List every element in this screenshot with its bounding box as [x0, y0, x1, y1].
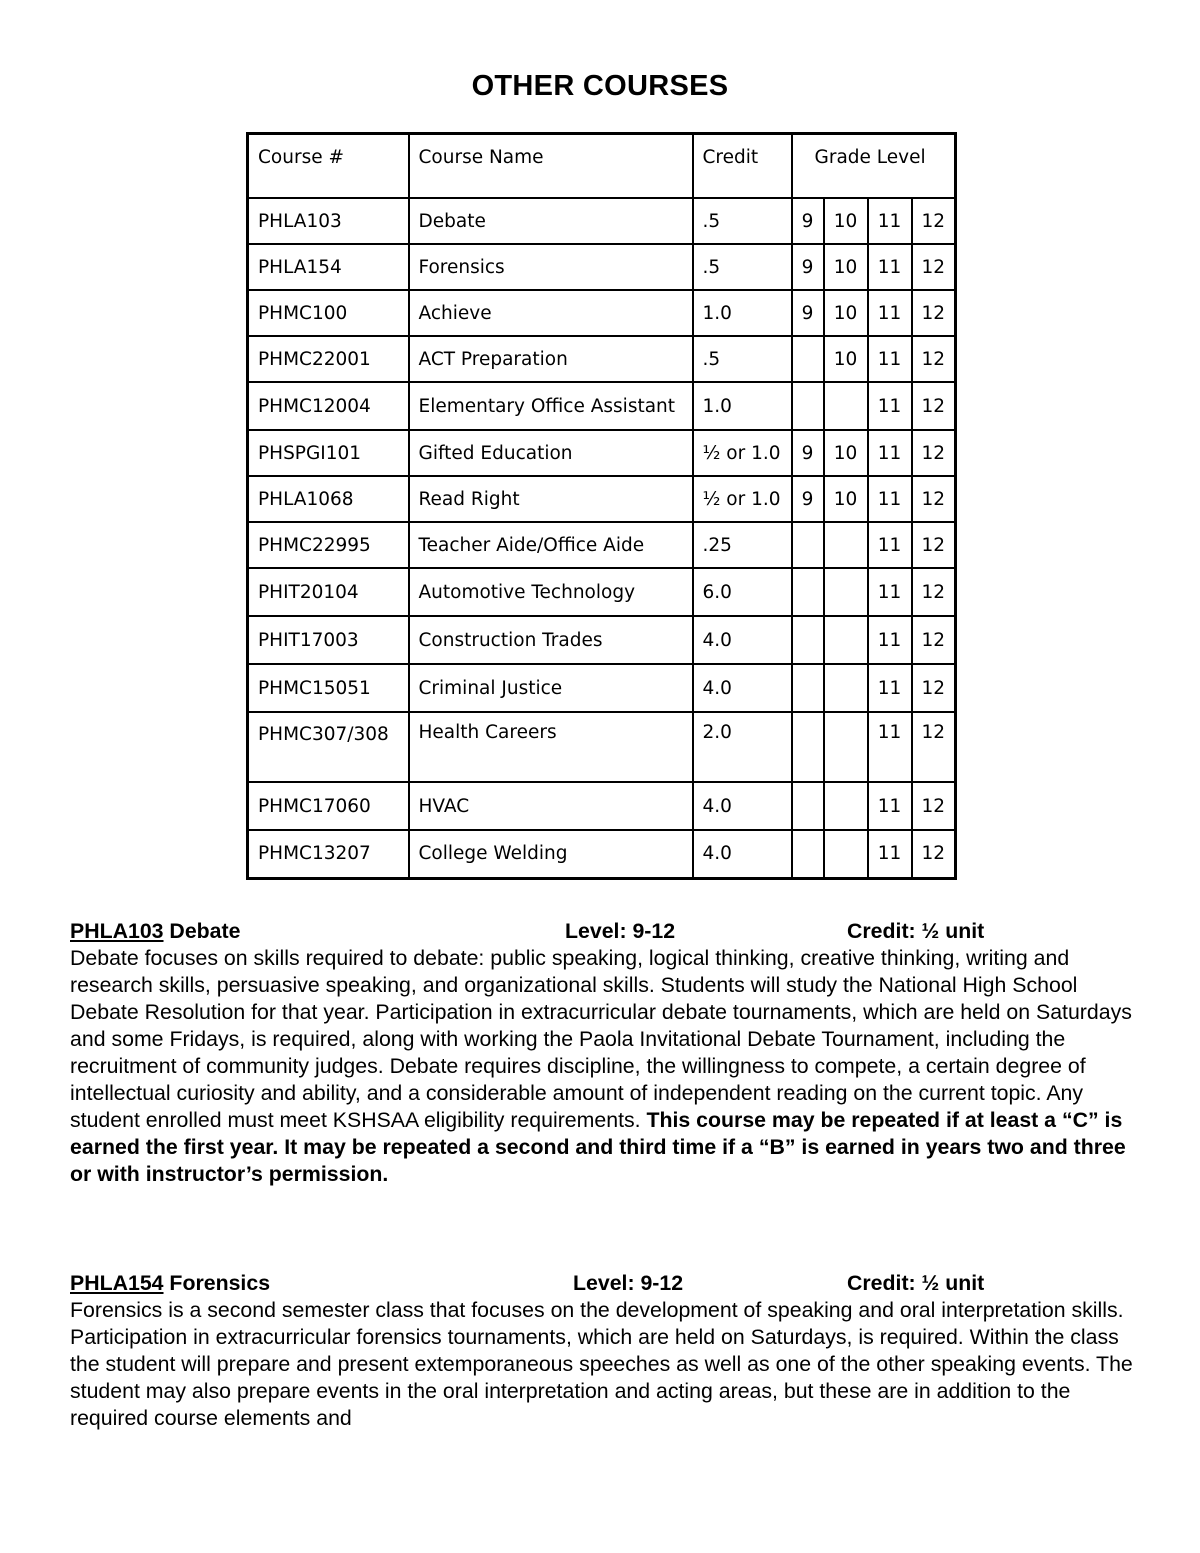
grade-cell: 11	[868, 336, 912, 382]
grade-cell: 10	[824, 290, 868, 336]
grade-cell: 9	[792, 430, 824, 476]
table-header-row	[248, 134, 956, 199]
course-name-cell: Forensics	[409, 244, 693, 290]
grade-cell: 11	[868, 712, 912, 782]
course-name-cell: Read Right	[409, 476, 693, 522]
grade-cell: 10	[824, 336, 868, 382]
credit-cell: 1.0	[693, 382, 792, 430]
grade-cell: 10	[824, 198, 868, 244]
grade-cell: 9	[792, 290, 824, 336]
credit-cell: 4.0	[693, 782, 792, 830]
grade-cell: 11	[868, 522, 912, 568]
course-code-cell: PHMC17060	[248, 782, 409, 830]
course-code-cell: PHMC15051	[248, 664, 409, 712]
grade-cell: 10	[824, 430, 868, 476]
grade-cell: 11	[868, 782, 912, 830]
course-description-debate	[70, 918, 1140, 1188]
grade-cell	[824, 664, 868, 712]
grade-cell: 11	[868, 664, 912, 712]
grade-cell: 12	[912, 382, 956, 430]
credit-cell: .5	[693, 336, 792, 382]
course-name-cell: Health Careers	[409, 712, 693, 782]
grade-cell: 12	[912, 616, 956, 664]
table-row	[248, 476, 956, 522]
course-code-cell: PHMC22995	[248, 522, 409, 568]
course-title: Debate	[163, 919, 241, 943]
course-name-cell: College Welding	[409, 830, 693, 878]
course-code-cell: PHIT20104	[248, 568, 409, 616]
grade-cell	[824, 782, 868, 830]
credit-cell: .25	[693, 522, 792, 568]
grade-cell: 11	[868, 198, 912, 244]
table-row	[248, 290, 956, 336]
grade-cell: 12	[912, 782, 956, 830]
course-code-cell: PHMC100	[248, 290, 409, 336]
grade-cell: 12	[912, 198, 956, 244]
grade-cell	[824, 712, 868, 782]
course-code-cell: PHSPGI101	[248, 430, 409, 476]
table-row	[248, 782, 956, 830]
grade-cell	[824, 522, 868, 568]
grade-cell: 11	[868, 568, 912, 616]
description-bold-note: This course may be repeated if at least a “C” is earned the first year. It may be repeated a second and third time if a “B” is earned in years two and three or with instructor’s permission.	[70, 1108, 1126, 1186]
table-row	[248, 336, 956, 382]
credit-cell: .5	[693, 244, 792, 290]
course-name-cell: Elementary Office Assistant	[409, 382, 693, 430]
grade-cell: 9	[792, 476, 824, 522]
course-code-cell: PHMC12004	[248, 382, 409, 430]
page-title: OTHER COURSES	[471, 70, 729, 102]
grade-cell	[792, 522, 824, 568]
table-row	[248, 382, 956, 430]
course-code-cell: PHMC22001	[248, 336, 409, 382]
credit-cell: 6.0	[693, 568, 792, 616]
course-name-cell: Construction Trades	[409, 616, 693, 664]
grade-cell: 11	[868, 382, 912, 430]
table-row	[248, 198, 956, 244]
course-name-cell: Automotive Technology	[409, 568, 693, 616]
course-description-text	[70, 1297, 1140, 1432]
credit-cell: ½ or 1.0	[693, 430, 792, 476]
table-row	[248, 244, 956, 290]
grade-cell: 11	[868, 830, 912, 878]
grade-cell	[792, 382, 824, 430]
course-code-cell: PHLA103	[248, 198, 409, 244]
header-credit: Credit	[693, 134, 792, 199]
course-description-forensics	[70, 1270, 1140, 1432]
grade-cell: 11	[868, 616, 912, 664]
table-row	[248, 568, 956, 616]
table-row	[248, 830, 956, 878]
header-grade-level: Grade Level	[792, 134, 956, 199]
grade-cell: 9	[792, 198, 824, 244]
table-row	[248, 664, 956, 712]
grade-cell: 12	[912, 244, 956, 290]
grade-cell	[792, 664, 824, 712]
table-row	[248, 430, 956, 476]
course-code-cell: PHLA1068	[248, 476, 409, 522]
course-name-cell: Criminal Justice	[409, 664, 693, 712]
credit-cell: 4.0	[693, 830, 792, 878]
grade-cell: 9	[792, 244, 824, 290]
grade-cell: 12	[912, 568, 956, 616]
courses-table	[246, 132, 957, 880]
grade-cell: 10	[824, 476, 868, 522]
grade-cell: 11	[868, 290, 912, 336]
credit-cell: 4.0	[693, 616, 792, 664]
grade-cell: 12	[912, 712, 956, 782]
course-description-heading	[70, 1270, 1140, 1297]
course-name-cell: Achieve	[409, 290, 693, 336]
course-name-cell: Gifted Education	[409, 430, 693, 476]
table-row	[248, 616, 956, 664]
grade-cell: 10	[824, 244, 868, 290]
course-level: Level: 9-12	[565, 919, 676, 943]
course-credit: Credit: ½ unit	[847, 1271, 985, 1295]
course-name-cell: Teacher Aide/Office Aide	[409, 522, 693, 568]
course-level: Level: 9-12	[573, 1271, 684, 1295]
course-name-cell: ACT Preparation	[409, 336, 693, 382]
description-body: Forensics is a second semester class that focuses on the development of speaking and oral interpretation skills. Participation in extracurricular forensics tournaments, which are held on Saturdays, is required. Within the class the student will prepare and present extemporaneous speeches as well as one of the other speaking events. The student may also prepare events in the oral interpretation and acting areas, but these are in addition to the required course elements and	[70, 1298, 1133, 1430]
grade-cell	[824, 568, 868, 616]
course-code-cell: PHMC307/308	[248, 712, 409, 782]
header-course-number: Course #	[248, 134, 409, 199]
course-code: PHLA103	[70, 919, 164, 943]
credit-cell: .5	[693, 198, 792, 244]
grade-cell: 12	[912, 664, 956, 712]
credit-cell: 4.0	[693, 664, 792, 712]
grade-cell	[792, 712, 824, 782]
table-row	[248, 522, 956, 568]
credit-cell: ½ or 1.0	[693, 476, 792, 522]
grade-cell	[824, 382, 868, 430]
grade-cell	[792, 336, 824, 382]
grade-cell: 12	[912, 336, 956, 382]
table-row	[248, 712, 956, 782]
grade-cell: 11	[868, 476, 912, 522]
course-name-cell: HVAC	[409, 782, 693, 830]
credit-cell: 1.0	[693, 290, 792, 336]
grade-cell: 12	[912, 522, 956, 568]
course-description-heading	[70, 918, 1140, 945]
grade-cell: 12	[912, 476, 956, 522]
grade-cell	[792, 782, 824, 830]
course-code-cell: PHMC13207	[248, 830, 409, 878]
grade-cell	[792, 830, 824, 878]
grade-cell	[792, 616, 824, 664]
grade-cell	[792, 568, 824, 616]
grade-cell: 12	[912, 290, 956, 336]
grade-cell: 11	[868, 244, 912, 290]
course-title: Forensics	[163, 1271, 271, 1295]
grade-cell: 12	[912, 430, 956, 476]
grade-cell: 11	[868, 430, 912, 476]
course-description-text	[70, 945, 1140, 1188]
grade-cell	[824, 616, 868, 664]
course-code-cell: PHLA154	[248, 244, 409, 290]
course-code-cell: PHIT17003	[248, 616, 409, 664]
grade-cell: 12	[912, 830, 956, 878]
course-code: PHLA154	[70, 1271, 164, 1295]
header-course-name: Course Name	[409, 134, 693, 199]
grade-cell	[824, 830, 868, 878]
credit-cell: 2.0	[693, 712, 792, 782]
course-credit: Credit: ½ unit	[847, 919, 985, 943]
course-name-cell: Debate	[409, 198, 693, 244]
description-body: Debate focuses on skills required to debate: public speaking, logical thinking, creative thinking, writing and research skills, persuasive speaking, and organizational skills. Students will study the National High School Debate Resolution for that year. Participation in extracurricular debate tournaments, which are held on Saturdays and some Fridays, is required, along with working the Paola Invitational Debate Tournament, including the recruitment of community judges. Debate requires discipline, the willingness to compete, a certain degree of intellectual curiosity and ability, and a considerable amount of independent reading on the current topic. Any student enrolled must meet KSHSAA eligibility requirements.	[70, 946, 1132, 1132]
